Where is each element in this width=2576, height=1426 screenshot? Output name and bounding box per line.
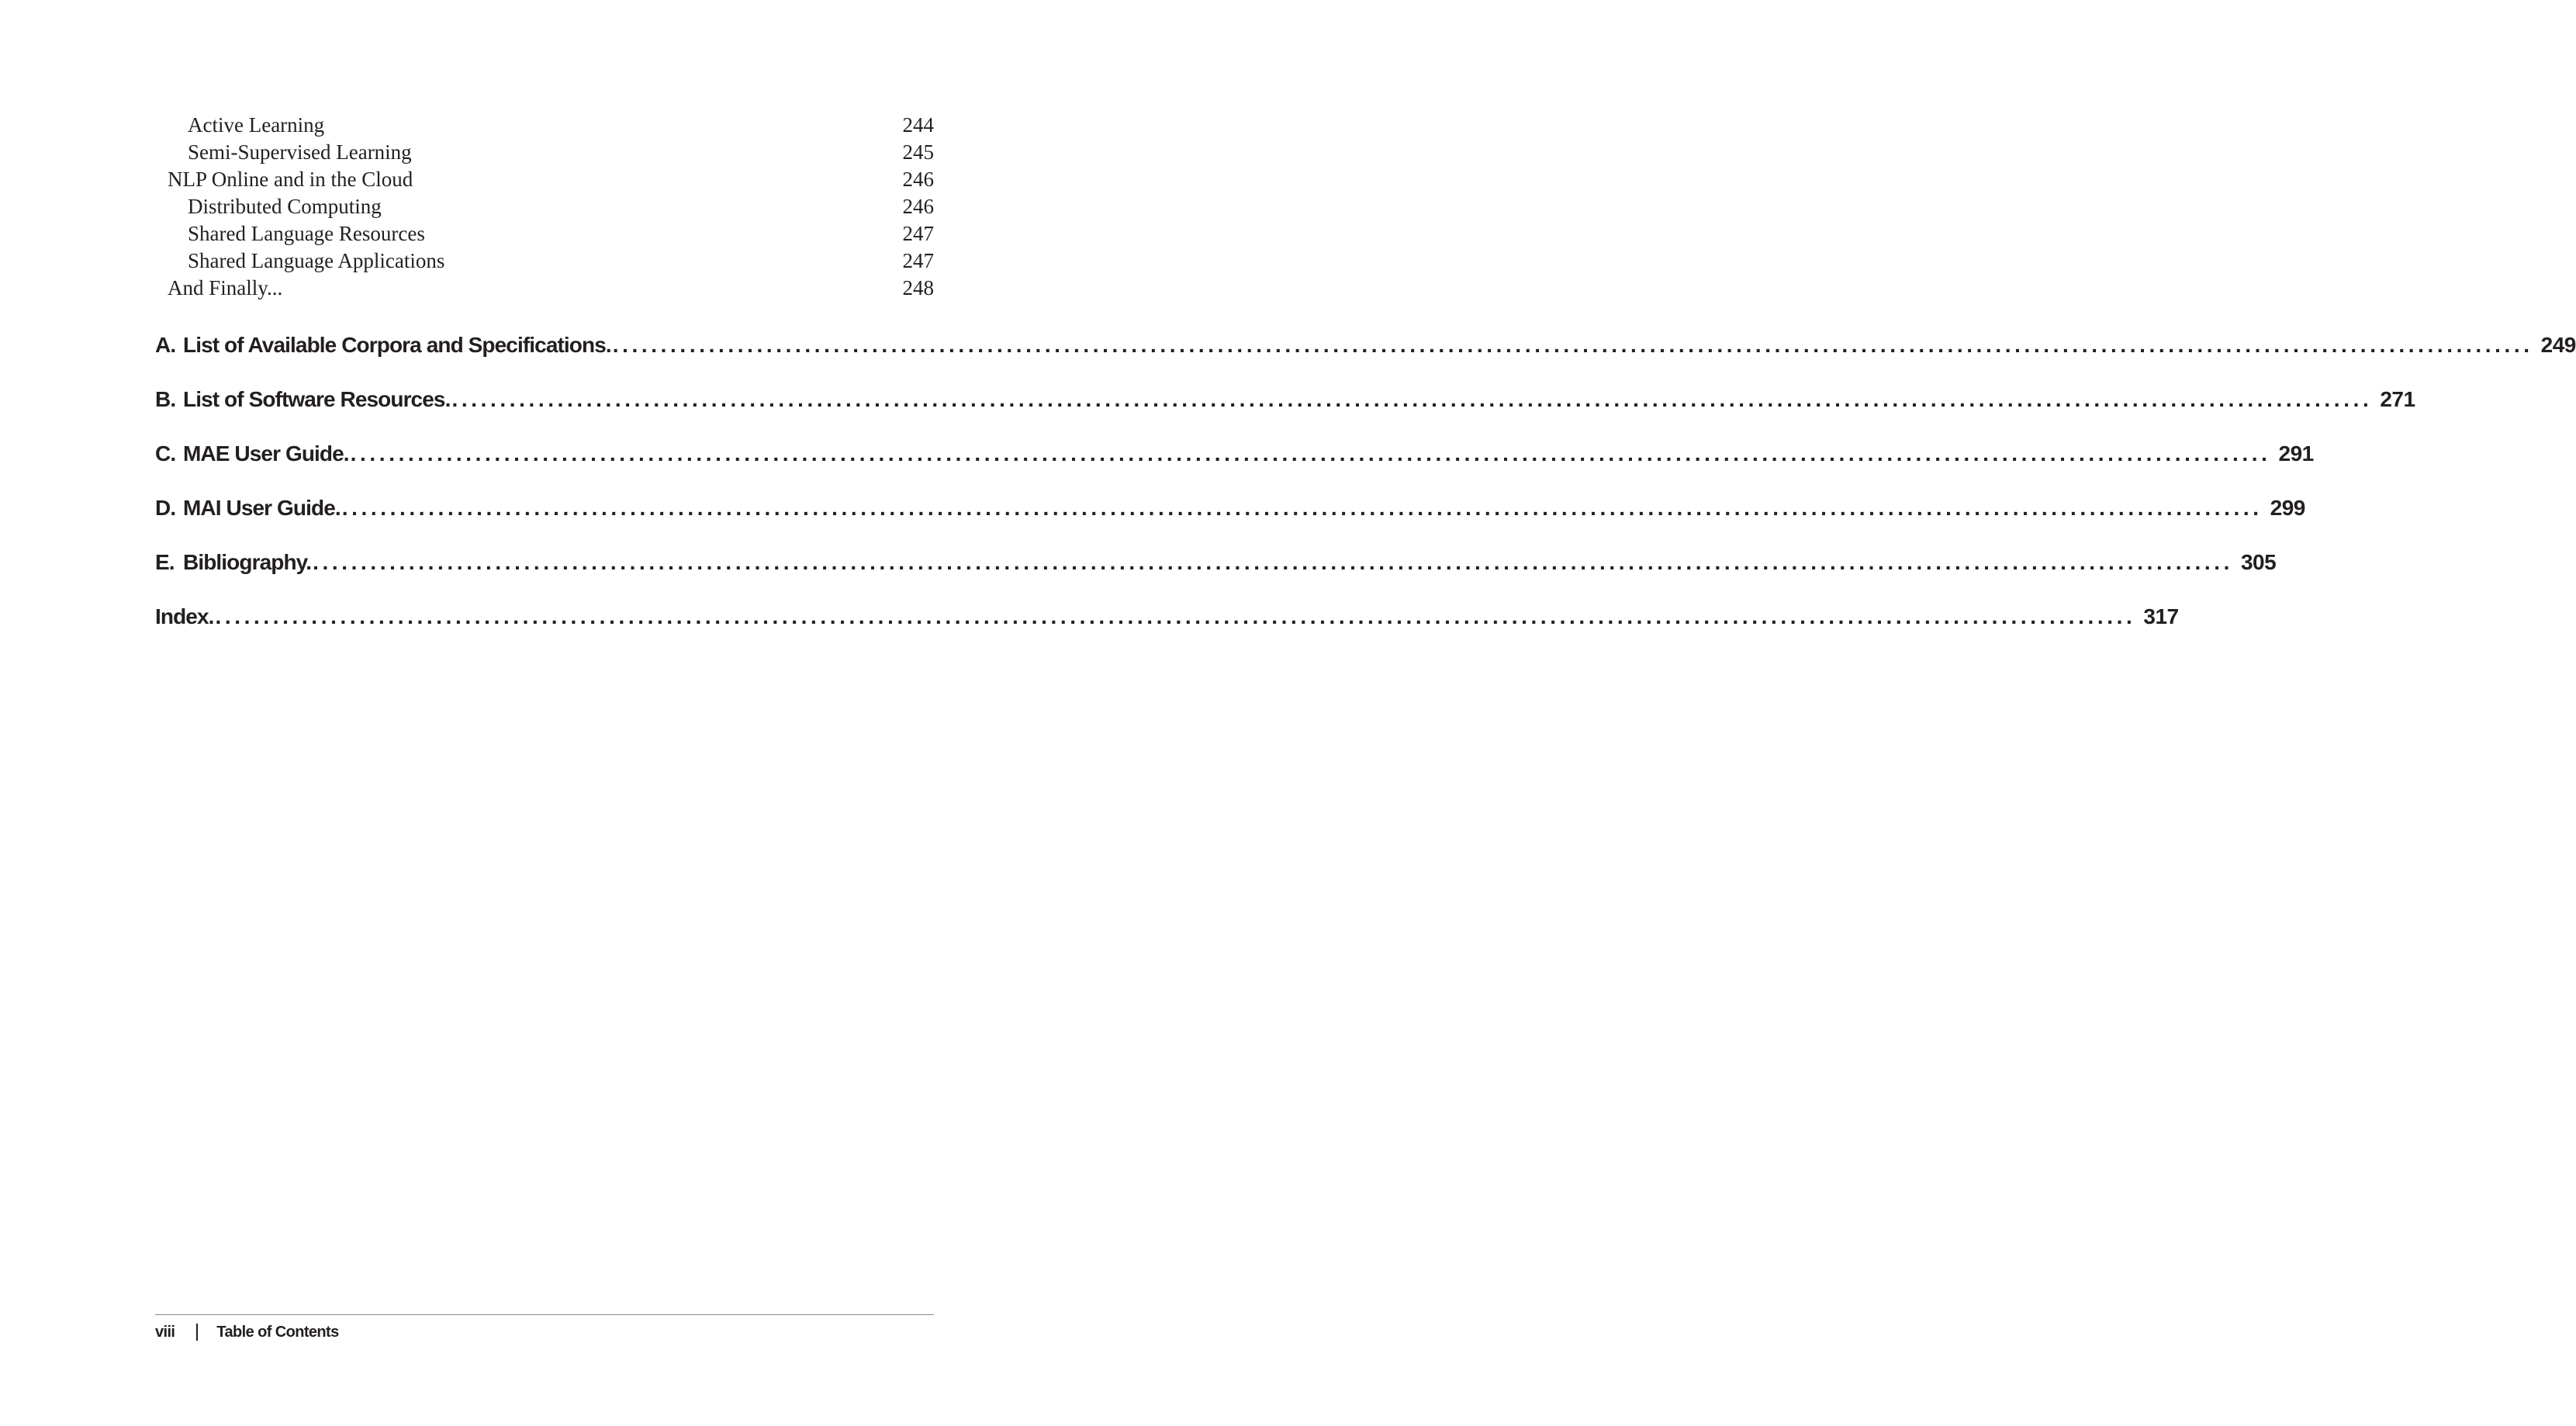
toc-entry-page: 244 bbox=[902, 113, 934, 137]
toc-entry-label bbox=[155, 493, 341, 524]
toc-entry-page: 317 bbox=[2143, 604, 2179, 628]
toc-entry-page: 246 bbox=[902, 168, 934, 191]
toc-entry-page: 271 bbox=[2380, 387, 2415, 411]
dot-leader: ........................................................................................................................................................................................................ bbox=[313, 550, 2233, 574]
toc-entry-page: 248 bbox=[902, 276, 934, 299]
toc-sub-entry[interactable] bbox=[155, 247, 934, 275]
toc-entry-title: Active Learning bbox=[188, 113, 325, 137]
toc-entry-title: Semi-Supervised Learning bbox=[188, 140, 412, 164]
footer-separator bbox=[196, 1324, 198, 1341]
toc-entry-title: List of Software Resources. bbox=[183, 387, 451, 411]
dot-leader: ........................................................................................................................................................................................................ bbox=[612, 333, 2533, 357]
toc-sub-entry[interactable] bbox=[155, 275, 934, 302]
toc-appendix-entry[interactable] bbox=[155, 493, 2305, 547]
toc-entry-title: Shared Language Resources bbox=[188, 222, 425, 245]
toc-appendix-entry[interactable] bbox=[155, 384, 2415, 438]
toc-entry-label bbox=[155, 330, 611, 361]
toc-entry-letter: E. bbox=[155, 550, 175, 574]
toc-sub-entry[interactable] bbox=[155, 139, 934, 166]
toc-entry-title: MAI User Guide. bbox=[183, 496, 341, 520]
toc-entry-page: 246 bbox=[902, 195, 934, 218]
toc-appendix-entry[interactable] bbox=[155, 330, 2576, 384]
footer-divider bbox=[155, 1314, 934, 1315]
toc-sub-entry[interactable] bbox=[155, 166, 934, 193]
toc-entry-title: Bibliography. bbox=[183, 550, 312, 574]
page-footer bbox=[155, 1320, 339, 1344]
toc-entry-title: List of Available Corpora and Specifications. bbox=[183, 333, 611, 357]
toc-entry-label bbox=[155, 438, 349, 469]
toc-entry-page: 249 bbox=[2540, 333, 2576, 357]
dot-leader: ........................................................................................................................................................................................................ bbox=[215, 604, 2136, 628]
toc-entry-label bbox=[155, 601, 214, 632]
toc-entry-title: Index. bbox=[155, 604, 214, 628]
toc-entry-letter: C. bbox=[155, 441, 176, 466]
dot-leader: ........................................................................................................................................................................................................ bbox=[341, 496, 2263, 520]
toc-entry-letter: A. bbox=[155, 333, 176, 357]
toc-entry-page: 299 bbox=[2270, 496, 2305, 520]
toc-entry-page: 291 bbox=[2278, 441, 2314, 466]
footer-page-number: viii bbox=[155, 1323, 175, 1341]
toc-appendix-entry[interactable] bbox=[155, 547, 2277, 601]
toc-sub-entry[interactable] bbox=[155, 112, 934, 139]
toc-sub-entry[interactable] bbox=[155, 220, 934, 247]
toc-entry-title: MAE User Guide. bbox=[183, 441, 349, 466]
toc-entry-label bbox=[155, 547, 311, 578]
toc-appendix-entry[interactable] bbox=[155, 438, 2314, 493]
toc-entry-letter: B. bbox=[155, 387, 176, 411]
toc-entry-page: 305 bbox=[2240, 550, 2277, 574]
dot-leader: ........................................................................................................................................................................................................ bbox=[350, 441, 2271, 466]
toc-entry-page: 247 bbox=[902, 249, 934, 272]
dot-leader: ........................................................................................................................................................................................................ bbox=[451, 387, 2373, 411]
toc-entry-title: Shared Language Applications bbox=[188, 249, 445, 272]
footer-section-title: Table of Contents bbox=[216, 1323, 339, 1341]
toc-entry-letter: D. bbox=[155, 496, 176, 520]
toc-entry-title: And Finally... bbox=[168, 276, 283, 299]
toc-main-entries bbox=[155, 330, 2576, 656]
toc-entry-title: Distributed Computing bbox=[188, 195, 382, 218]
toc-sub-entries bbox=[155, 112, 934, 302]
toc-entry-page: 247 bbox=[902, 222, 934, 245]
toc-entry-title: NLP Online and in the Cloud bbox=[168, 168, 413, 191]
toc-entry-page: 245 bbox=[902, 140, 934, 164]
toc-index-entry[interactable] bbox=[155, 601, 2179, 656]
toc-sub-entry[interactable] bbox=[155, 193, 934, 220]
toc-entry-label bbox=[155, 384, 450, 415]
